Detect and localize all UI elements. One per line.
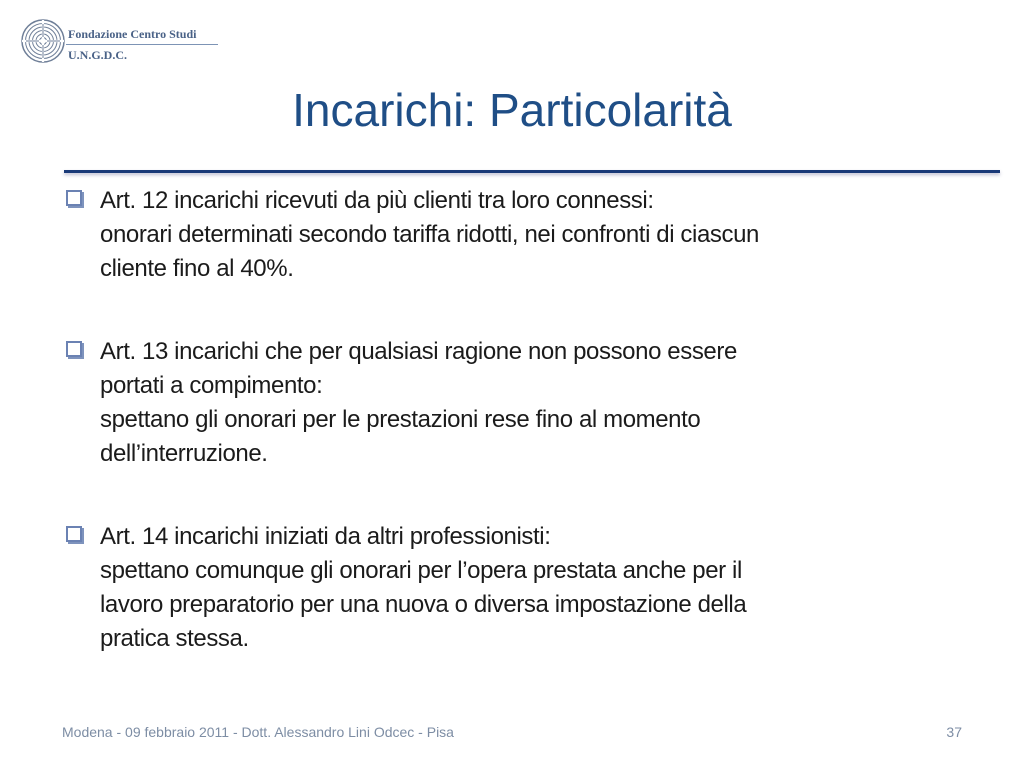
bullet-text-line: dell’interruzione. [100, 440, 268, 467]
bullet-text-line: cliente fino al 40%. [100, 255, 294, 282]
bullet-text-line: Art. 14 incarichi iniziati da altri professionisti: [100, 523, 551, 550]
checkbox-bullet-icon [66, 526, 82, 542]
bullet-list [62, 184, 952, 656]
bullet-text-line: Art. 13 incarichi che per qualsiasi ragione non possono essere [100, 338, 737, 365]
bullet-text-line: portati a compimento: [100, 372, 323, 399]
bullet-text-line: Art. 12 incarichi ricevuti da più clienti tra loro connessi: [100, 187, 654, 214]
bullet-text-line: pratica stessa. [100, 625, 249, 652]
page-number: 37 [946, 724, 962, 740]
bullet-item-art-12 [62, 184, 952, 286]
organization-name: Fondazione Centro Studi [68, 27, 197, 41]
bullet-text-line: spettano gli onorari per le prestazioni rese fino al momento [100, 406, 701, 433]
organization-logo [20, 18, 220, 68]
title-divider [64, 170, 1000, 173]
slide-title: Incarichi: Particolarità [292, 84, 732, 136]
organization-acronym: U.N.G.D.C. [68, 48, 127, 62]
seal-icon [20, 18, 66, 64]
checkbox-bullet-icon [66, 190, 82, 206]
bullet-text-line: lavoro preparatorio per una nuova o diversa impostazione della [100, 591, 747, 618]
logo-divider [66, 44, 218, 45]
footer-text: Modena - 09 febbraio 2011 - Dott. Alessandro Lini Odcec - Pisa [62, 724, 454, 740]
bullet-item-art-13 [62, 335, 952, 471]
bullet-text-line: spettano comunque gli onorari per l’opera prestata anche per il [100, 557, 742, 584]
checkbox-bullet-icon [66, 341, 82, 357]
bullet-text-line: onorari determinati secondo tariffa ridotti, nei confronti di ciascun [100, 221, 759, 248]
bullet-item-art-14 [62, 520, 952, 656]
